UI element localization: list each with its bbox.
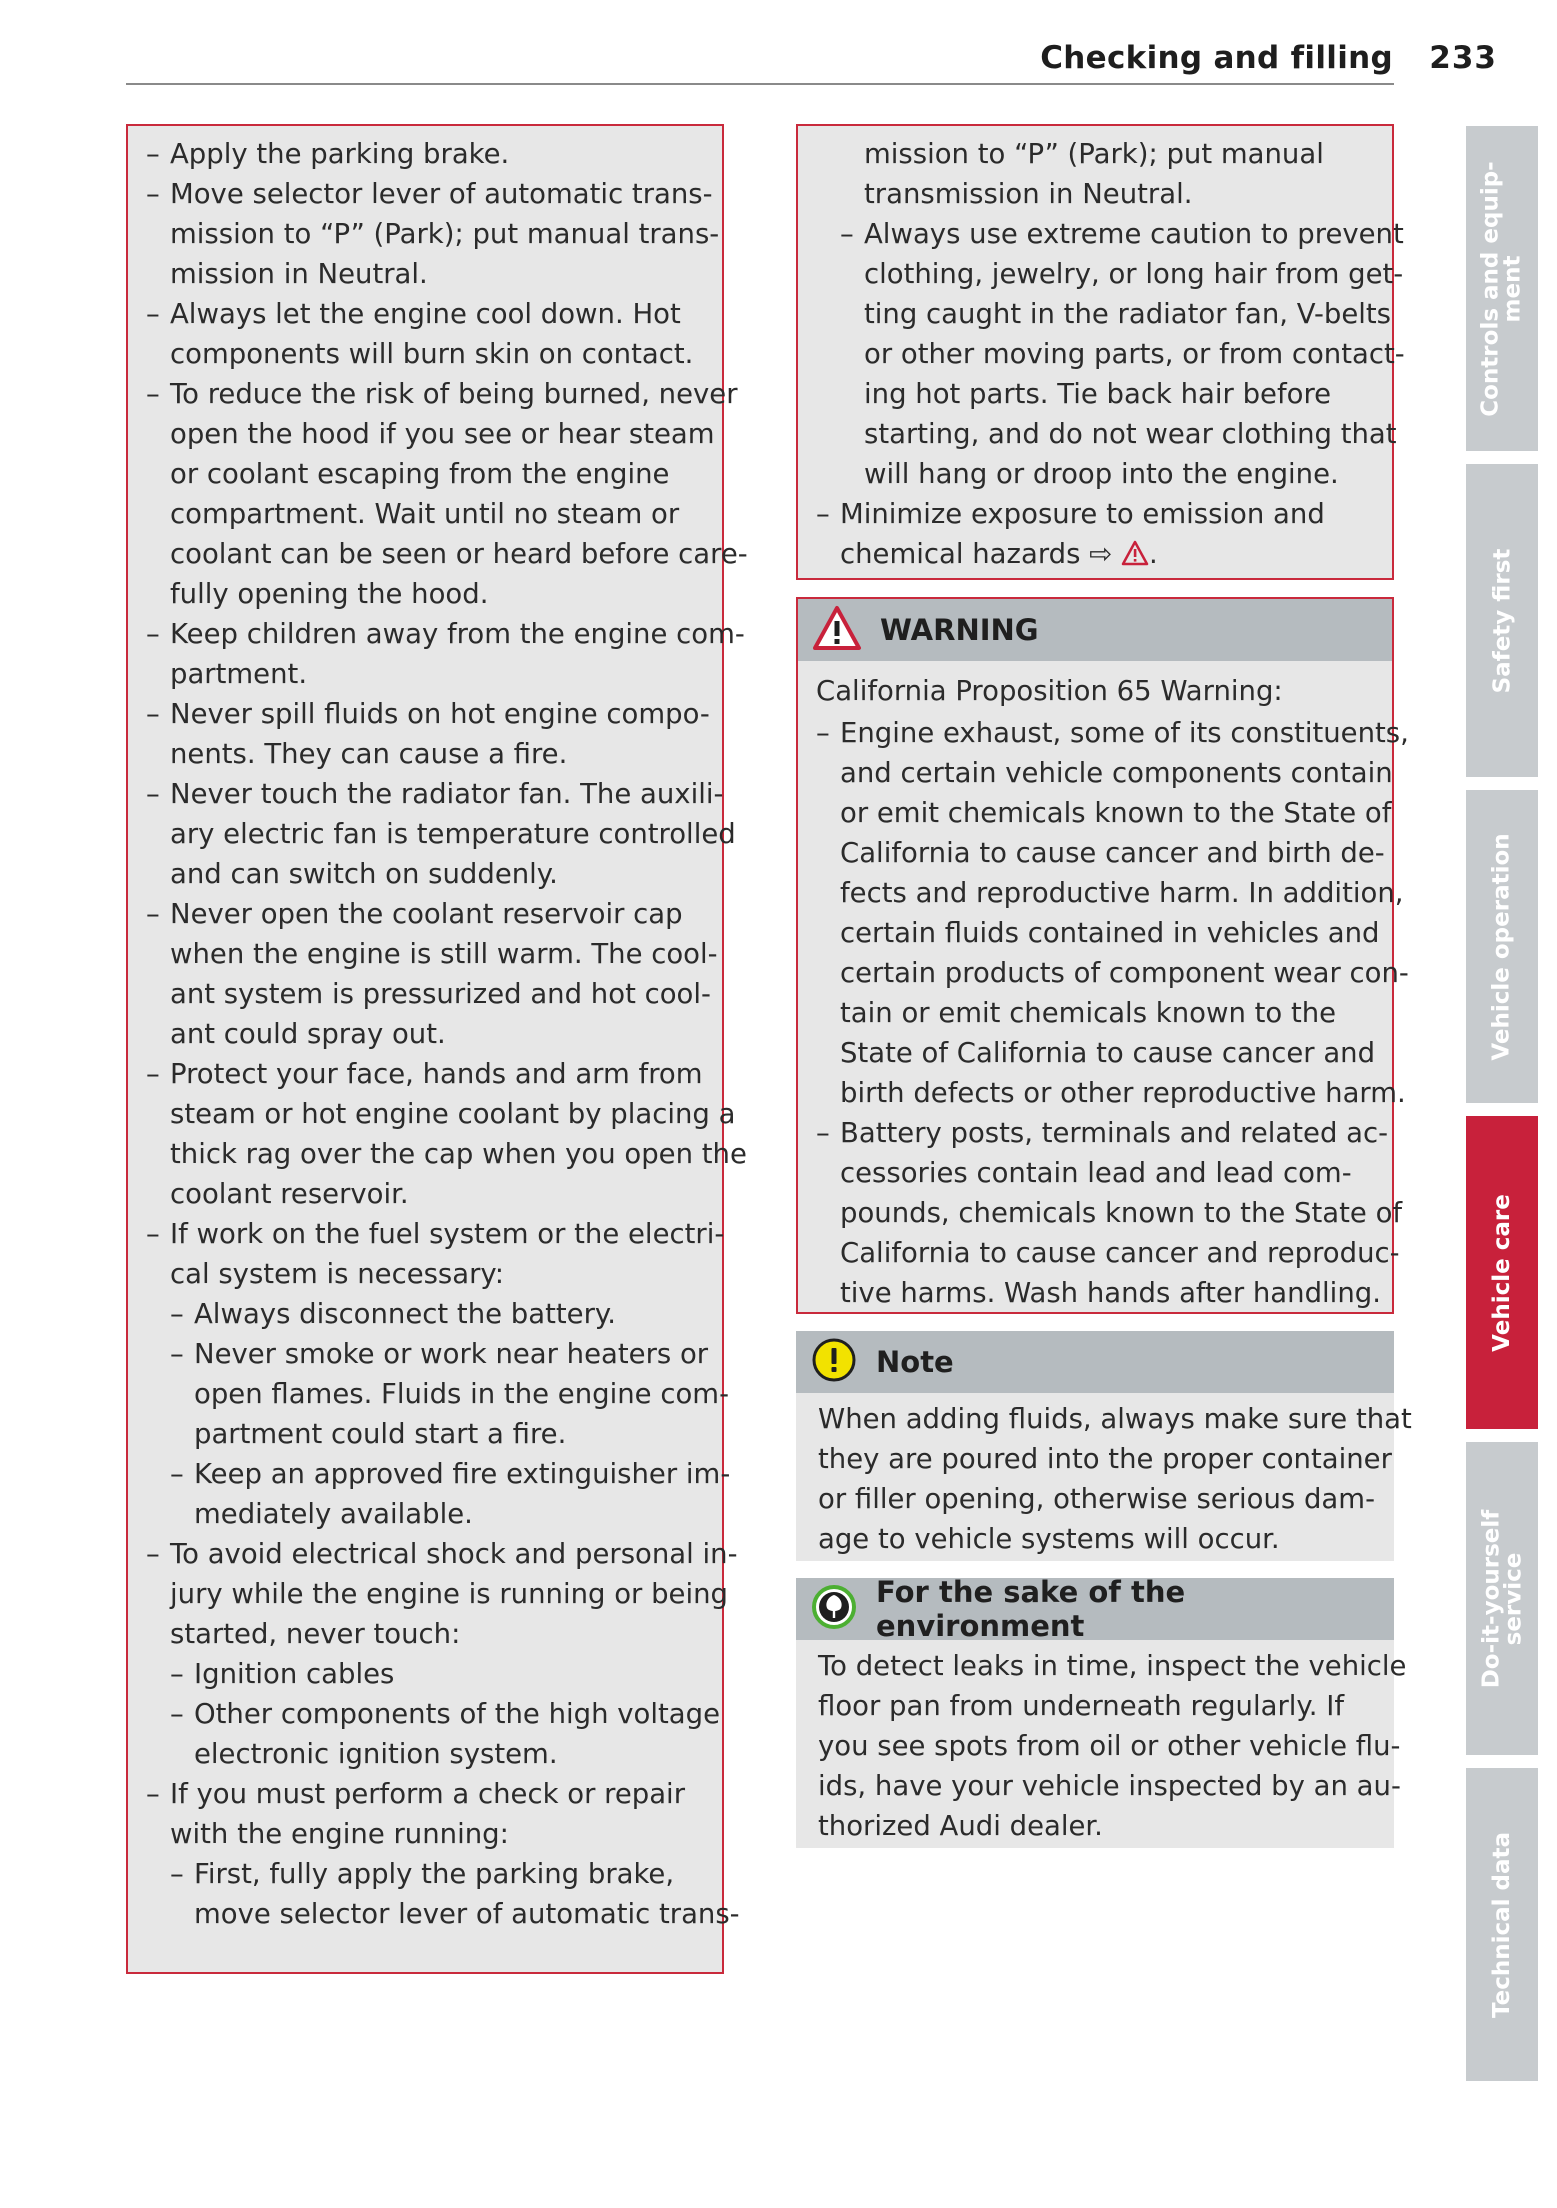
list-item: – Never smoke or work near heaters or [146, 1334, 712, 1374]
text-line: thick rag over the cap when you open the [170, 1138, 747, 1170]
tab-label-2: ment [1500, 255, 1527, 322]
list-item: – Keep children away from the engine com- [146, 614, 712, 654]
list-item: – To avoid electrical shock and personal in- [146, 1534, 712, 1574]
list-item: – To reduce the risk of being burned, never [146, 374, 712, 414]
tab-label: Safety first [1489, 548, 1516, 693]
text-line: age to vehicle systems will occur. [818, 1523, 1280, 1555]
text-line: move selector lever of automatic trans- [194, 1898, 740, 1930]
text-line: ing hot parts. Tie back hair before [864, 378, 1332, 410]
text-line: nents. They can cause a fire. [170, 738, 568, 770]
list-item: – Always let the engine cool down. Hot [146, 294, 712, 334]
list-item: – Never spill fluids on hot engine compo- [146, 694, 712, 734]
tab-do-it-yourself-service[interactable] [1466, 1442, 1538, 1755]
text-line: mediately available. [194, 1498, 473, 1530]
exclamation-circle-icon [810, 1336, 858, 1388]
note-header [796, 1331, 1394, 1393]
text-line: ids, have your vehicle inspected by an au- [818, 1770, 1401, 1802]
tab-label: Vehicle care [1489, 1193, 1515, 1352]
list-item: – Battery posts, terminals and related ac- [816, 1113, 1382, 1153]
text-line: or coolant escaping from the engine [170, 458, 670, 490]
text-line: pounds, chemicals known to the State of [840, 1197, 1403, 1229]
text-line: floor pan from underneath regularly. If [818, 1690, 1345, 1722]
environment-text [818, 1646, 1407, 1846]
text-line: thorized Audi dealer. [818, 1810, 1103, 1842]
header-divider [126, 83, 1394, 85]
text-line: ary electric fan is temperature controlled [170, 818, 736, 850]
list-item: – Engine exhaust, some of its constituents, [816, 713, 1382, 753]
text-line: with the engine running: [170, 1818, 509, 1850]
environment-box [796, 1575, 1407, 1848]
text-line: California to cause cancer and birth de- [840, 837, 1385, 869]
text-line: they are poured into the proper container [818, 1443, 1392, 1475]
left-safety-list [146, 134, 748, 1934]
warning-triangle-icon [1121, 537, 1149, 577]
warning-header [798, 599, 1392, 661]
text-line: fully opening the hood. [170, 578, 489, 610]
tab-label: Technical data [1489, 1831, 1516, 2018]
text-line: transmission in Neutral. [864, 178, 1193, 210]
tree-leaf-icon [810, 1583, 858, 1635]
list-item: – If you must perform a check or repair [146, 1774, 712, 1814]
tab-controls-and-equipment[interactable] [1466, 126, 1538, 451]
tab-label: Do-it-yourself [1478, 1509, 1504, 1688]
text-line: steam or hot engine coolant by placing a [170, 1098, 736, 1130]
text-line: compartment. Wait until no steam or [170, 498, 680, 530]
text-line: coolant can be seen or heard before care- [170, 538, 748, 570]
text-line: birth defects or other reproductive harm. [840, 1077, 1406, 1109]
warning-intro: California Proposition 65 Warning: [816, 675, 1283, 707]
text-line: ting caught in the radiator fan, V-belts [864, 298, 1391, 330]
text-line: clothing, jewelry, or long hair from get- [864, 258, 1404, 290]
hazard-text: chemical hazards ⇨ [840, 538, 1113, 570]
right-safety-box [796, 124, 1405, 580]
warning-box [796, 597, 1409, 1314]
list-item: – Always use extreme caution to prevent [816, 214, 1382, 254]
environment-title: For the sake of the environment [876, 1575, 1186, 1643]
list-item: – Never touch the radiator fan. The auxili- [146, 774, 712, 814]
text-line: you see spots from oil or other vehicle flu- [818, 1730, 1401, 1762]
text-line: certain fluids contained in vehicles and [840, 917, 1380, 949]
tab-label: Vehicle operation [1489, 832, 1515, 1061]
text-line: and can switch on suddenly. [170, 858, 558, 890]
text-line: State of California to cause cancer and [840, 1037, 1376, 1069]
list-item: – Other components of the high voltage [146, 1694, 712, 1734]
list-item: – Move selector lever of automatic trans- [146, 174, 712, 214]
text-line: starting, and do not wear clothing that [864, 418, 1397, 450]
text-line: partment. [170, 658, 308, 690]
text-line: certain products of component wear con- [840, 957, 1409, 989]
text-line: ant system is pressurized and hot cool- [170, 978, 711, 1010]
list-item: – Never open the coolant reservoir cap [146, 894, 712, 934]
text-line: ant could spray out. [170, 1018, 446, 1050]
text-line: cessories contain lead and lead com- [840, 1157, 1352, 1189]
text-line: mission to “P” (Park); put manual [864, 138, 1324, 170]
tab-label-2: service [1500, 1552, 1526, 1645]
list-item: – Minimize exposure to emission and [816, 494, 1382, 534]
text-line: To detect leaks in time, inspect the vehicle [818, 1650, 1407, 1682]
text-line: California to cause cancer and reproduc- [840, 1237, 1400, 1269]
list-item: – Protect your face, hands and arm from [146, 1054, 712, 1094]
page-number: 233 [1429, 40, 1497, 76]
list-item-last [816, 534, 1382, 577]
text-line: mission in Neutral. [170, 258, 428, 290]
text-line: started, never touch: [170, 1618, 461, 1650]
list-item: – Always disconnect the battery. [146, 1294, 712, 1334]
text-line: components will burn skin on contact. [170, 338, 694, 370]
text-line: tive harms. Wash hands after handling. [840, 1277, 1381, 1309]
text-line: tain or emit chemicals known to the [840, 997, 1337, 1029]
note-box [796, 1331, 1412, 1561]
text-line: mission to “P” (Park); put manual trans- [170, 218, 720, 250]
list-item: – Apply the parking brake. [146, 134, 712, 174]
text-line: partment could start a fire. [194, 1418, 567, 1450]
text-line: electronic ignition system. [194, 1738, 558, 1770]
tab-technical-data[interactable] [1466, 1768, 1538, 2081]
hazard-period: . [1148, 538, 1158, 570]
tab-vehicle-operation[interactable] [1466, 790, 1538, 1103]
text-line: coolant reservoir. [170, 1178, 409, 1210]
text-line: or emit chemicals known to the State of [840, 797, 1392, 829]
text-line: or other moving parts, or from contact- [864, 338, 1405, 370]
note-text [818, 1399, 1412, 1559]
warning-triangle-icon [812, 605, 862, 655]
section-title: Checking and filling [1040, 40, 1393, 76]
text-line: will hang or droop into the engine. [864, 458, 1339, 490]
text-line: when the engine is still warm. The cool- [170, 938, 718, 970]
text-line: When adding fluids, always make sure that [818, 1403, 1412, 1435]
right-safety-list [816, 134, 1405, 534]
text-line: or filler opening, otherwise serious dam- [818, 1483, 1375, 1515]
list-item: – Ignition cables [146, 1654, 712, 1694]
note-title: Note [876, 1345, 954, 1379]
left-safety-box [126, 124, 748, 1974]
text-line: cal system is necessary: [170, 1258, 504, 1290]
list-item: – First, fully apply the parking brake, [146, 1854, 712, 1894]
warning-title: WARNING [880, 613, 1039, 647]
text-line: fects and reproductive harm. In addition, [840, 877, 1404, 909]
text-line: jury while the engine is running or being [170, 1578, 729, 1610]
text-line: open flames. Fluids in the engine com- [194, 1378, 729, 1410]
text-line: and certain vehicle components contain [840, 757, 1393, 789]
tab-vehicle-care[interactable] [1466, 1116, 1538, 1429]
tab-label: Controls and equip- [1478, 160, 1505, 417]
text-line: open the hood if you see or hear steam [170, 418, 715, 450]
list-item: – Keep an approved fire extinguisher im- [146, 1454, 712, 1494]
environment-header [796, 1575, 1394, 1643]
list-item: – If work on the fuel system or the electri- [146, 1214, 712, 1254]
tab-safety-first[interactable] [1466, 464, 1538, 777]
warning-list [816, 713, 1409, 1313]
